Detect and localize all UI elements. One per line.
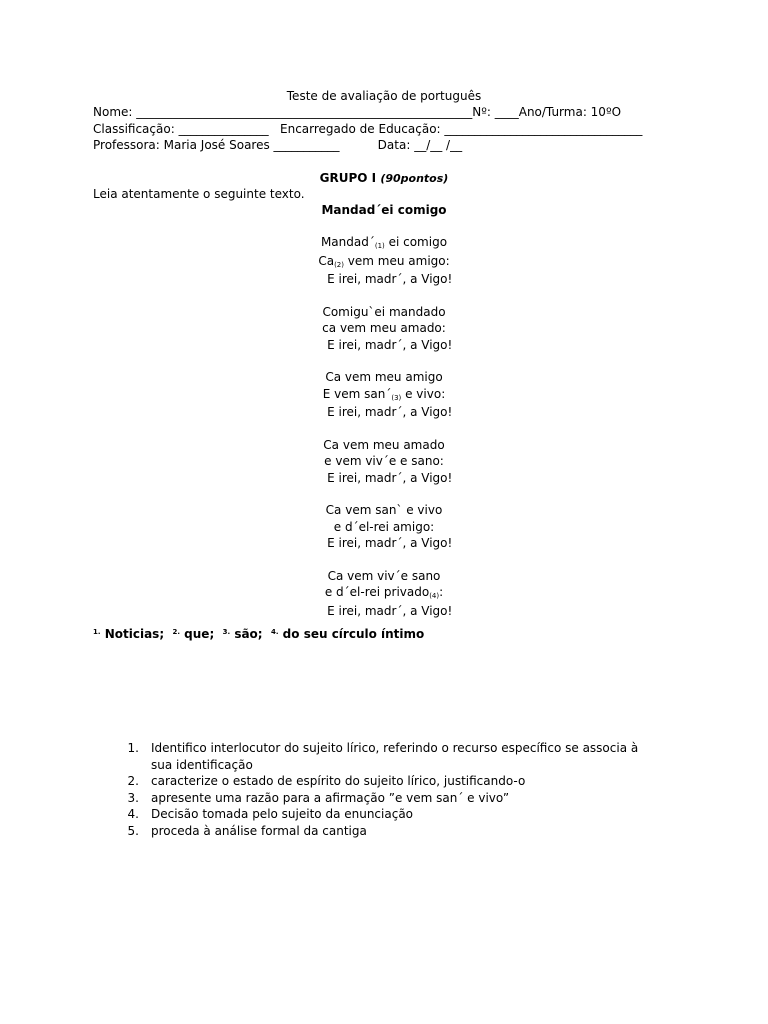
name-line: Nome: ________________________________________________________Nº: ____Ano/Turma: 10ºO [93, 105, 622, 119]
question-text: apresente uma razão para a afirmação ”e vem san´ e vivo” [151, 790, 510, 805]
poem-line-text: Ca vem san` e vivo [325, 503, 443, 517]
poem-line [0, 603, 768, 620]
poem-line-text: vem meu amigo: [343, 253, 450, 268]
poem-line [0, 369, 768, 386]
footnote-text: Noticias; [100, 627, 173, 641]
poem-line-text: ei comigo [384, 235, 448, 249]
poem-line [0, 453, 768, 470]
footnotes [93, 626, 424, 645]
poem-line [0, 320, 768, 337]
classification-line: Classificação: _______________ Encarregado de Educação: _________________________________ [93, 121, 643, 136]
group-points: (90pontos) [380, 172, 449, 185]
question-text: Decisão tomada pelo sujeito da enunciação [151, 807, 414, 821]
poem-stanza [0, 502, 768, 552]
test-title: Teste de avaliação de português [286, 89, 482, 103]
poem-line [0, 535, 768, 552]
question-text: Identifico interlocutor do sujeito lírico, referindo o recurso específico se associa à sua identificação [151, 741, 639, 772]
poem-line-text: e vivo: [401, 386, 446, 401]
poem-line-text: E irei, madr´, a Vigo! [315, 470, 453, 485]
poem-line [0, 337, 768, 354]
poem-line [0, 404, 768, 421]
footnote-marker: (3) [391, 393, 402, 402]
poem-title: Mandad´ei comigo [321, 203, 447, 217]
poem-line-text: Comigu`ei mandado [322, 304, 446, 319]
poem-line-text: E vem san´ [322, 386, 392, 401]
footnote-marker: (4) [429, 592, 440, 600]
question-item [93, 823, 653, 840]
footnote-text: do seu círculo íntimo [278, 627, 425, 641]
poem-line [0, 519, 768, 536]
poem-line-text: E irei, madr´, a Vigo! [315, 337, 453, 352]
poem-line-text: E irei, madr´, a Vigo! [315, 536, 453, 550]
poem-line-text: Ca vem meu amigo [325, 370, 443, 384]
question-number: 5. [127, 823, 139, 838]
question-item [93, 806, 653, 823]
poem-line-text: : [439, 585, 444, 599]
poem-line [0, 386, 768, 405]
poem-line-text: E irei, madr´, a Vigo! [315, 272, 453, 286]
poem-line-text: e d´el-rei amigo: [333, 519, 435, 534]
question-number: 4. [127, 807, 139, 821]
group-label: GRUPO I [319, 171, 377, 185]
poem-line [0, 568, 768, 585]
question-item [93, 790, 653, 807]
teacher-line: Professora: Maria José Soares ___________ Data: __/__ /__ [93, 138, 463, 152]
footnote-number: 2. [172, 628, 180, 636]
question-text: caracterize o estado de espírito do sujeito lírico, justificando-o [151, 774, 526, 788]
question-item [93, 740, 653, 773]
footnote-text: que; [180, 627, 223, 641]
group-heading [0, 170, 768, 188]
footnote-number: 1. [93, 628, 101, 636]
poem-stanza [0, 568, 768, 620]
student-fields [93, 104, 693, 154]
question-list [93, 740, 653, 839]
poem-line [0, 253, 768, 272]
poem-line-text: Ca vem meu amado [323, 437, 445, 452]
question-text: proceda à análise formal da cantiga [151, 823, 367, 838]
poem-line [0, 437, 768, 454]
poem-line-text: Ca [318, 253, 335, 268]
poem-stanza [0, 234, 768, 288]
poem-line [0, 234, 768, 253]
footnote-number: 3. [222, 628, 231, 636]
footnote-marker: (2) [334, 260, 344, 269]
poem-line-text: E irei, madr´, a Vigo! [315, 405, 453, 419]
poem-line [0, 502, 768, 519]
footnote-text: são; [230, 627, 271, 641]
poem-line-text: E irei, madr´, a Vigo! [315, 603, 453, 618]
poem-line-text: Mandad´ [320, 235, 375, 249]
poem-line-text: e d´el-rei privado [324, 585, 430, 599]
poem-line-text: Ca vem viv´e sano [327, 568, 441, 583]
poem-stanza [0, 304, 768, 354]
question-item [93, 773, 653, 790]
question-number: 2. [127, 774, 139, 788]
question-number: 1. [127, 741, 139, 755]
poem-stanza [0, 437, 768, 487]
footnote-marker: (1) [374, 242, 385, 250]
poem-stanza [0, 369, 768, 421]
poem-line [0, 304, 768, 321]
poem-line-text: e vem viv´e e sano: [324, 454, 444, 468]
question-number: 3. [127, 790, 139, 805]
poem-line [0, 271, 768, 288]
poem-body [0, 234, 768, 635]
poem-line [0, 470, 768, 487]
poem-line-text: ca vem meu amado: [322, 321, 446, 335]
reading-instruction: Leia atentamente o seguinte texto. [93, 187, 305, 201]
poem-line [0, 584, 768, 603]
footnote-number: 4. [270, 628, 279, 636]
